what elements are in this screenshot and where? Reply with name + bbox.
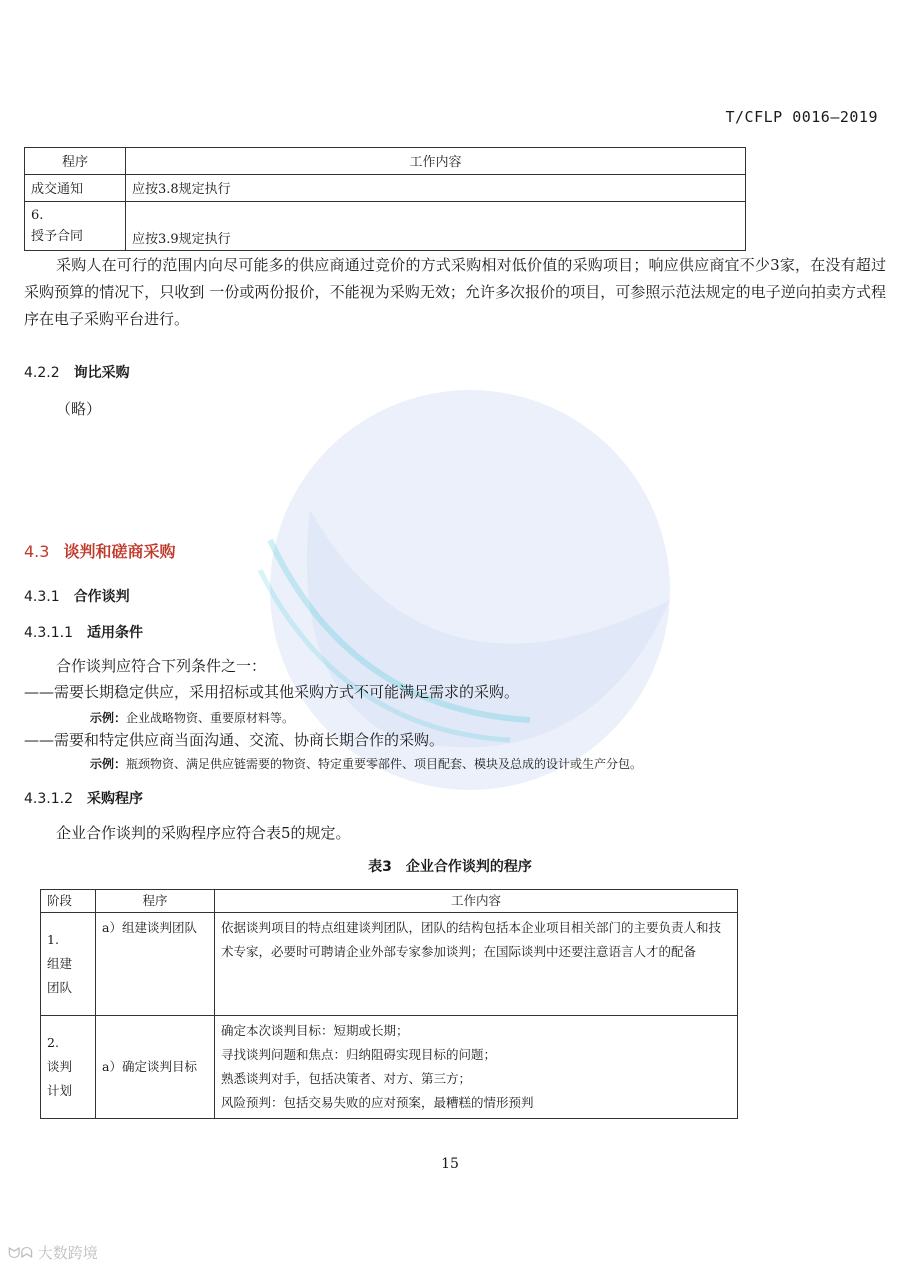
brand-logo-icon: ᗢᗣ (8, 1244, 33, 1262)
brand-watermark (8, 1242, 98, 1263)
procedure-cell: a）组建谈判团队 (96, 913, 215, 1016)
content-cell (215, 1016, 738, 1119)
content-line: 寻找谈判问题和焦点：归纳阻碍实现目标的问题； (221, 1047, 497, 1062)
example-text: 企业战略物资、重要原材料等。 (126, 711, 295, 725)
table-row (25, 202, 746, 251)
example-1 (90, 709, 294, 726)
standard-code: T/CFLP 0016—2019 (725, 108, 878, 126)
condition-item-1: ——需要长期稳定供应，采用招标或其他采购方式不可能满足需求的采购。 (24, 683, 520, 701)
section-title: 采购程序 (86, 791, 143, 807)
omitted-note: （略） (56, 400, 102, 418)
section-title: 谈判和磋商采购 (63, 542, 176, 561)
conditions-intro: 合作谈判应符合下列条件之一： (56, 657, 267, 675)
col-header-content: 工作内容 (126, 148, 746, 175)
section-heading-4-3 (24, 539, 175, 562)
example-text: 瓶颈物资、满足供应链需要的物资、特定重要零部件、项目配套、模块及总成的设计或生产分包。 (126, 757, 643, 771)
stage-cell (41, 913, 96, 1016)
stage-label: 组建 (47, 956, 73, 971)
col-header-stage: 阶段 (41, 890, 96, 913)
section-number: 4.3.1.2 (24, 791, 73, 807)
page-number: 15 (441, 1156, 459, 1172)
col-header-procedure: 程序 (25, 148, 126, 175)
table-cell-line: 授予合同 (31, 229, 84, 244)
content-line: 确定本次谈判目标：短期或长期； (221, 1023, 409, 1038)
table-row (41, 1016, 738, 1119)
procedure-table-continued (24, 147, 746, 251)
stage-number: 2. (47, 1035, 59, 1050)
table-header-row (41, 890, 738, 913)
paragraph-bidding: 采购人在可行的范围内向尽可能多的供应商通过竞价的方式采购相对低价值的采购项目；响应供应商宜不少3家，在没有超过采购预算的情况下，只收到 一份或两份报价，不能视为采购无效；允许多次报价的项目，可参照示范法规定的电子逆向拍卖方式程序在电子采购平台进行。 (24, 256, 886, 328)
section-title: 适用条件 (86, 625, 143, 641)
section-heading-4-3-1-1 (24, 622, 143, 642)
section-title: 询比采购 (73, 365, 130, 381)
table-row (25, 175, 746, 202)
table-cell: 成交通知 (25, 175, 126, 202)
table-row (41, 913, 738, 1016)
table-cell: 应按3.8规定执行 (126, 175, 746, 202)
procedure-reference: 企业合作谈判的采购程序应符合表5的规定。 (56, 824, 351, 842)
example-label: 示例： (90, 711, 127, 725)
section-heading-4-3-1-2 (24, 788, 143, 808)
section-number: 4.3 (24, 542, 50, 561)
section-number: 4.3.1.1 (24, 625, 73, 641)
stage-label: 谈判 (47, 1059, 73, 1074)
content-line: 熟悉谈判对手，包括决策者、对方、第三方； (221, 1071, 472, 1086)
section-heading-4-3-1 (24, 586, 130, 606)
stage-label: 团队 (47, 980, 73, 995)
section-number: 4.2.2 (24, 365, 60, 381)
stage-number: 1. (47, 932, 59, 947)
table-cell-line: 6. (31, 208, 44, 223)
brand-name: 大数跨境 (37, 1244, 98, 1262)
section-heading-4-2-2 (24, 362, 130, 382)
condition-item-2: ——需要和特定供应商当面沟通、交流、协商长期合作的采购。 (24, 731, 445, 749)
content-cell: 依据谈判项目的特点组建谈判团队，团队的结构包括本企业项目相关部门的主要负责人和技术专家，必要时可聘请企业外部专家参加谈判；在国际谈判中还要注意语言人才的配备 (215, 913, 738, 1016)
table-cell: 应按3.9规定执行 (126, 202, 746, 251)
stage-cell (41, 1016, 96, 1119)
table-caption: 表3 企业合作谈判的程序 (368, 859, 532, 875)
example-label: 示例： (90, 757, 127, 771)
negotiation-procedure-table (40, 889, 738, 1119)
procedure-cell: a）确定谈判目标 (96, 1016, 215, 1119)
col-header-procedure: 程序 (96, 890, 215, 913)
example-2 (90, 755, 642, 772)
section-number: 4.3.1 (24, 589, 60, 605)
section-title: 合作谈判 (73, 589, 130, 605)
col-header-content: 工作内容 (215, 890, 738, 913)
table-header-row (25, 148, 746, 175)
table-cell (25, 202, 126, 251)
content-line: 风险预判：包括交易失败的应对预案，最糟糕的情形预判 (221, 1095, 534, 1110)
stage-label: 计划 (47, 1083, 73, 1098)
